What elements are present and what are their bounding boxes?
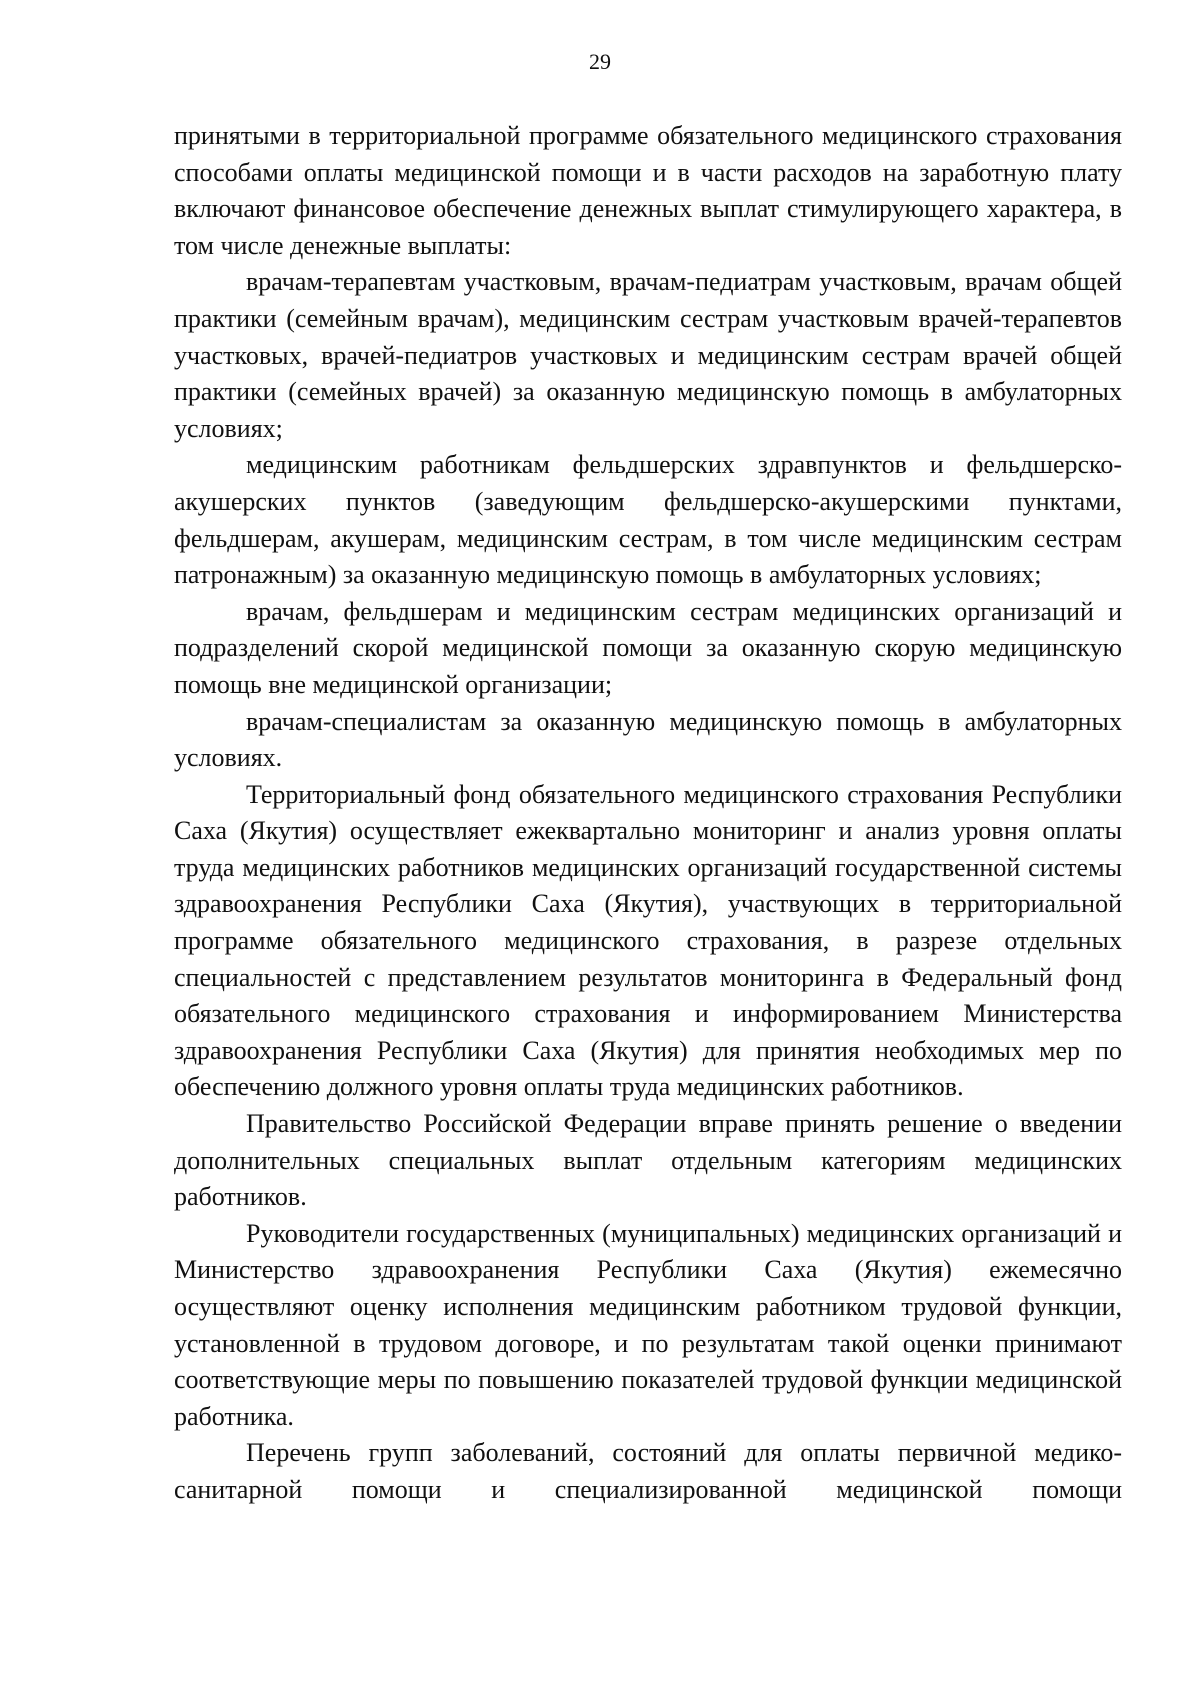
paragraph-specialists: врачам-специалистам за оказанную медицинскую помощь в амбулаторных условиях. xyxy=(174,706,1122,773)
page-number: 29 xyxy=(589,49,611,74)
paragraph-disease-groups: Перечень групп заболеваний, состояний для оплаты первичной медико-санитарной помощи и специализированной медицинской помощи xyxy=(174,1438,1122,1504)
paragraph-monthly-assessment: Руководители государственных (муниципальных) медицинских организаций и Министерство здравоохранения Республики Саха (Якутия) ежемесячно осуществляют оценку исполнения медицинским работником трудовой функции, установленной в трудовом договоре, и по результатам такой оценки принимают соответствующие меры по повышению показателей трудовой функции медицинской работника. xyxy=(174,1218,1122,1431)
paragraph-government-decision: Правительство Российской Федерации вправе принять решение о введении дополнительных специальных выплат отдельным категориям медицинских работников. xyxy=(174,1109,1122,1212)
paragraph-feldsher-workers: медицинским работникам фельдшерских здравпунктов и фельдшерско-акушерских пунктов (заведующим фельдшерско-акушерскими пунктами, фельдшерам, акушерам, медицинским сестрам, в том числе медицинским сестрам патронажным) за оказанную медицинскую помощь в амбулаторных условиях; xyxy=(174,450,1122,590)
document-body xyxy=(174,118,1122,1509)
paragraph-monitoring: Территориальный фонд обязательного медицинского страхования Республики Саха (Якутия) осуществляет ежеквартально мониторинг и анализ уровня оплаты труда медицинских работников медицинских организаций государственной системы здравоохранения Республики Саха (Якутия), участвующих в территориальной программе обязательного медицинского страхования, в разрезе отдельных специальностей с представлением результатов мониторинга в Федеральный фонд обязательного медицинского страхования и информированием Министерства здравоохранения Республики Саха (Якутия) для принятия необходимых мер по обеспечению должного уровня оплаты труда медицинских работников. xyxy=(174,779,1122,1102)
paragraph-ambulance-staff: врачам, фельдшерам и медицинским сестрам медицинских организаций и подразделений скорой медицинской помощи за оказанную скорую медицинскую помощь вне медицинской организации; xyxy=(174,596,1122,699)
paragraph-district-doctors: врачам-терапевтам участковым, врачам-педиатрам участковым, врачам общей практики (семейным врачам), медицинским сестрам участковым врачей-терапевтов участковых, врачей-педиатров участковых и медицинским сестрам врачей общей практики (семейных врачей) за оказанную медицинскую помощь в амбулаторных условиях; xyxy=(174,267,1122,443)
paragraph-continuation: принятыми в территориальной программе обязательного медицинского страхования способами оплаты медицинской помощи и в части расходов на заработную плату включают финансовое обеспечение денежных выплат стимулирующего характера, в том числе денежные выплаты: xyxy=(174,121,1122,260)
